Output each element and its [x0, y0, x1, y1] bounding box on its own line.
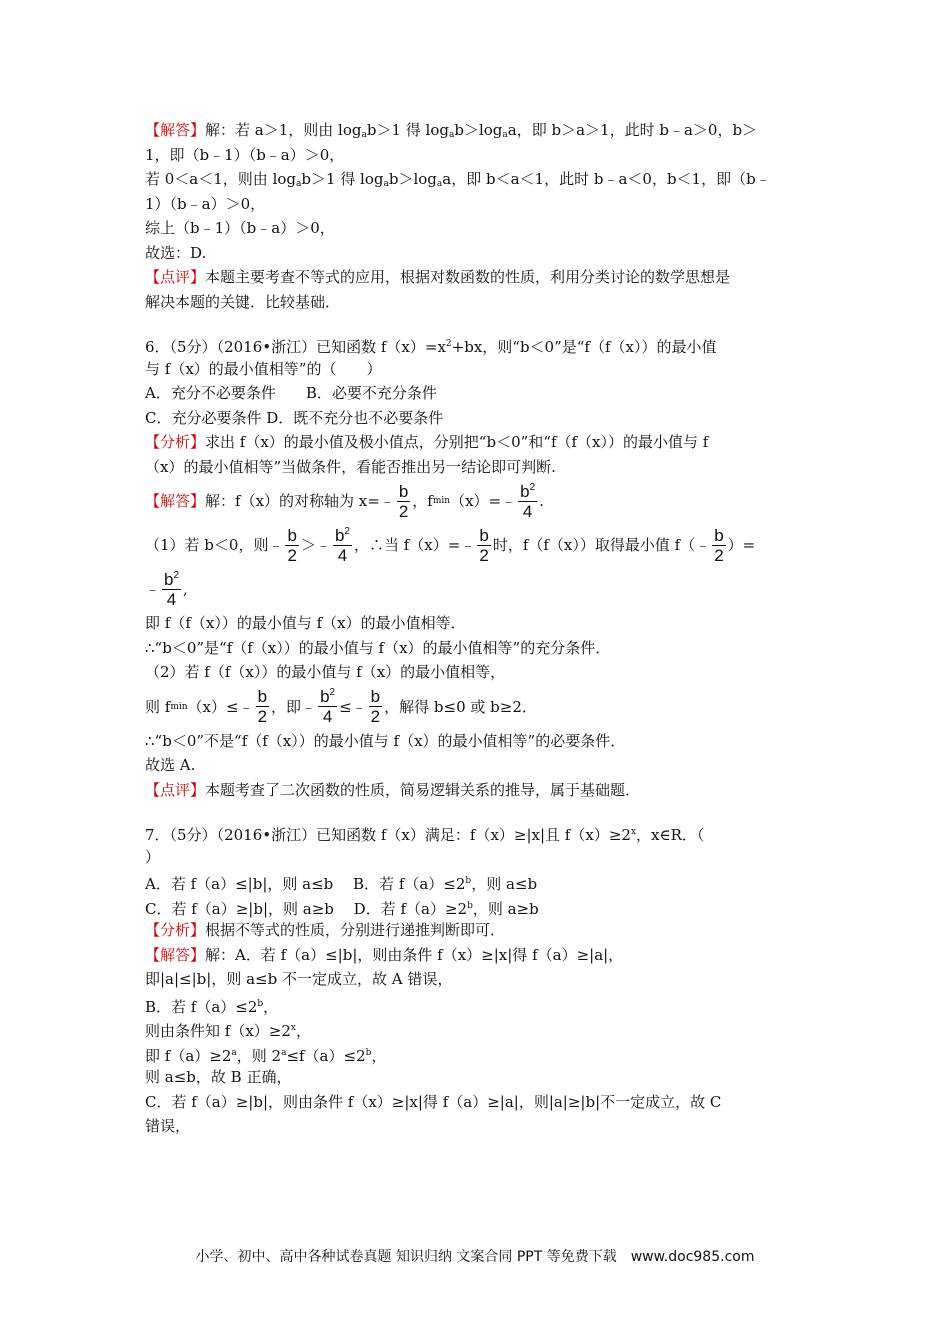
fraction-b2-over-4: $\frac{b^2}{4}$ — [320, 687, 336, 726]
document-body — [145, 118, 810, 1139]
fraction-b-over-2: $\frac{b}{2}$ — [714, 525, 724, 565]
q7-options-ab: A．若 f（a）≤|b|，则 a≤b B．若 $f(a)\le 2^b$，则 a≤b — [145, 875, 538, 893]
q6-analysis-line-1: 【分析】求出 f（x）的最小值及极小值点，分别把“b＜0”和“f（f（x））的最小值与 f — [145, 433, 709, 451]
analysis-tag: 【分析】 — [145, 433, 206, 451]
fraction-b-over-2: $\frac{b}{2}$ — [479, 525, 489, 565]
q5-answer-line-1: 【解答】解：若 a＞1，则由 $\log_ab>1$ 得 $\log_ab>\log_aa$，即 b＞a＞1，此时 b﹣a＞0，b＞ — [145, 121, 758, 140]
q6-solution-line-6: （2）若 f（f（x））的最小值与 f（x）的最小值相等， — [145, 663, 506, 681]
fraction-b2-over-4: $\frac{b^2}{4}$ — [520, 481, 536, 521]
q6-solution-line-3: ﹣ $\frac{b^2}{4}$ , — [145, 569, 188, 609]
q6-solution-line-8: ∴“b＜0”不是“f（f（x））的最小值与 f（x）的最小值相等”的必要条件． — [145, 731, 626, 750]
fraction-b-over-2: $\frac{b}{2}$ — [370, 687, 381, 726]
q6-solution-line-1: 【解答】 解：f（x）的对称轴为 x=﹣ $\frac{b}{2}$ ，f min （x）=﹣ $\frac{b^2}{4}$ . — [145, 479, 810, 523]
q6-solution-line-7: 则 f min （x）≤﹣ $\frac{b}{2}$ ，即﹣ $\frac{b^2}{4}$ ≤﹣ $\frac{b}{2}$ ，解得 b≤0 或 b≥2． — [145, 687, 537, 726]
q7-options-cd: C．若 f（a）≥|b|，则 a≥b D．若 $f(a)\ge 2^b$，则 a≥b — [145, 899, 539, 918]
comment-tag: 【点评】 — [145, 268, 206, 286]
q7-solution-line-2: 即|a|≤|b|，则 a≤b 不一定成立，故 A 错误， — [145, 970, 453, 988]
q5-answer-line-4: 1）（b﹣a）＞0， — [145, 194, 266, 213]
q6-solution-line-2: （1）若 b＜0，则﹣ $\frac{b}{2}$ ＞﹣ $\frac{b^2}{4}$ ，∴当 f（x）=﹣ $\frac{b}{2}$ 时，f（f（x））取得最小值 f（﹣ $\frac{b}{2}$ ）= — [145, 525, 756, 565]
fraction-b-over-2: $\frac{b}{2}$ — [398, 481, 409, 521]
q6-comment: 【点评】本题考查了二次函数的性质，简易逻辑关系的推导，属于基础题． — [145, 780, 641, 799]
q5-answer-line-3: 若 0＜a＜1，则由 $\log_ab>1$ 得 $\log_ab>\log_aa$，即 b＜a＜1，此时 b﹣a＜0，b＜1，即（b﹣ — [145, 170, 771, 189]
q7-solution-line-6: 则 a≤b，故 B 正确， — [145, 1068, 292, 1086]
q6-analysis-line-2: （x）的最小值相等”当做条件，看能否推出另一结论即可判断. — [145, 457, 556, 476]
answer-tag: 【解答】 — [145, 945, 206, 964]
q6-stem-line-1: 6．（5分）（2016•浙江）已知函数 $f(x)=x^2+bx$，则“b＜0”是“f（f（x））的最小值 — [145, 338, 717, 356]
q7-solution-line-1: 【解答】解：A．若 f（a）≤|b|，则由条件 f（x）≥|x|得 f（a）≥|a|， — [145, 945, 624, 964]
q6-solution-line-5: ∴“b＜0”是“f（f（x））的最小值与 f（x）的最小值相等”的充分条件． — [145, 638, 611, 657]
q5-answer-line-6: 故选：D. — [145, 243, 207, 262]
q5-comment-line-1: 【点评】本题主要考查不等式的应用，根据对数函数的性质，利用分类讨论的数学思想是 — [145, 268, 731, 286]
comment-tag: 【点评】 — [145, 780, 206, 799]
q7-solution-line-8: 错误， — [145, 1117, 191, 1135]
fraction-b-over-2: $\frac{b}{2}$ — [257, 687, 268, 726]
q5-answer-line-2: 1，即（b﹣1）（b﹣a）＞0， — [145, 145, 345, 164]
q6-solution-line-4: 即 f（f（x））的最小值与 f（x）的最小值相等． — [145, 614, 466, 632]
q7-solution-line-4: 则由条件知 $f(x)\ge 2^x$， — [145, 1022, 311, 1040]
q6-options-cd: C．充分必要条件 D．既不充分也不必要条件 — [145, 408, 444, 427]
analysis-tag: 【分析】 — [145, 921, 206, 939]
q7-solution-line-3: B．若 $f(a)\le 2^b$， — [145, 997, 279, 1016]
page-footer: 小学、初中、高中各种试卷真题 知识归纳 文案合同 PPT 等免费下载 www.doc985.com — [195, 1249, 755, 1265]
fraction-b2-over-4: $\frac{b^2}{4}$ — [164, 569, 180, 609]
fraction-b2-over-4: $\frac{b^2}{4}$ — [334, 525, 350, 565]
q7-solution-line-5: 即 $f(a)\ge 2^a$，则 $2^a\le f(a)\le 2^b$， — [145, 1046, 387, 1065]
q6-stem-line-2: 与 f（x）的最小值相等”的（ ） — [145, 359, 382, 378]
answer-tag: 【解答】 — [145, 121, 206, 139]
q6-solution-line-9: 故选 A. — [145, 756, 196, 774]
q7-analysis: 【分析】根据不等式的性质，分别进行递推判断即可． — [145, 921, 506, 939]
q5-comment-line-2: 解决本题的关键．比较基础． — [145, 292, 341, 311]
q5-answer-line-5: 综上（b﹣1）（b﹣a）＞0， — [145, 219, 335, 237]
answer-tag: 【解答】 — [145, 492, 206, 510]
q6-options-ab: A．充分不必要条件 B．必要不充分条件 — [145, 384, 437, 402]
q7-solution-line-7: C．若 f（a）≥|b|，则由条件 f（x）≥|x|得 f（a）≥|a|，则|a|≥|b|不一定成立，故 C — [145, 1092, 722, 1111]
q7-stem-line-2: ） — [145, 847, 161, 866]
q7-stem-line-1: 7．（5分）（2016•浙江）已知函数 f（x）满足：f（x）≥|x|且 $f(x)\ge 2^x$，x∈R．（ — [145, 826, 705, 844]
fraction-b-over-2: $\frac{b}{2}$ — [287, 525, 297, 565]
